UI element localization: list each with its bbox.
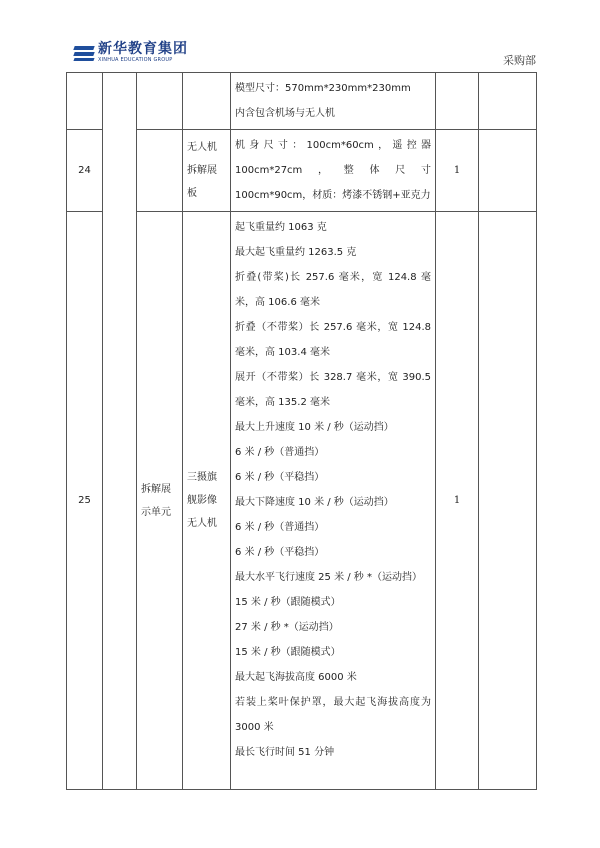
quantity-cell <box>436 73 479 130</box>
row-number-cell: 25 <box>67 212 103 790</box>
spec-line: 折叠（不带桨）长 257.6 毫米，宽 124.8 毫米，高 103.4 毫米 <box>235 322 431 358</box>
spec-line: 最长飞行时间 51 分钟 <box>235 747 335 758</box>
spec-line: 6 米 / 秒（普通挡） <box>235 522 325 533</box>
empty-cell <box>103 73 137 790</box>
spec-line: 若装上桨叶保护罩，最大起飞海拔高度为 3000 米 <box>235 697 431 733</box>
spec-line: 展开（不带桨）长 328.7 毫米，宽 390.5 毫米，高 135.2 毫米 <box>235 372 431 408</box>
quantity-cell: 1 <box>436 212 479 790</box>
row-number-cell: 24 <box>67 130 103 212</box>
logo-english-name: XINHUA EDUCATION GROUP <box>98 57 173 63</box>
item-name-cell <box>183 73 231 130</box>
category-cell <box>137 73 183 130</box>
remark-cell <box>479 73 537 130</box>
spec-line: 起飞重量约 1063 克 <box>235 222 327 233</box>
category-cell: 拆解展示单元 <box>137 212 183 790</box>
spec-cell <box>231 212 436 790</box>
spec-line: 6 米 / 秒（普通挡） <box>235 447 325 458</box>
spec-cell <box>231 73 436 130</box>
table-row <box>67 212 537 790</box>
remark-cell <box>479 130 537 212</box>
logo-chinese-name: 新华教育集团 <box>98 41 188 57</box>
company-logo <box>74 42 188 63</box>
department-label: 采购部 <box>503 54 536 67</box>
spec-line: 15 米 / 秒（跟随模式） <box>235 647 341 658</box>
quantity-cell: 1 <box>436 130 479 212</box>
category-cell <box>137 130 183 212</box>
logo-mark-icon <box>74 44 94 62</box>
spec-line: 模型尺寸：570mm*230mm*230mm <box>235 83 411 94</box>
spec-line: 最大起飞海拔高度 6000 米 <box>235 672 357 683</box>
spec-line: 折叠(带桨)长 257.6 毫米，宽 124.8 毫米，高 106.6 毫米 <box>235 272 431 308</box>
spec-cell: 机身尺寸：100cm*60cm，遥控器100cm*27cm，整体尺寸 100cm*90cm，材质：烤漆不锈钢+亚克力 <box>231 130 436 212</box>
spec-line: 15 米 / 秒（跟随模式） <box>235 597 341 608</box>
spec-line: 最大上升速度 10 米 / 秒（运动挡） <box>235 422 394 433</box>
procurement-table <box>66 72 537 790</box>
item-name-cell: 三摄旗舰影像无人机 <box>183 212 231 790</box>
table-row <box>67 73 537 130</box>
spec-line: 最大下降速度 10 米 / 秒（运动挡） <box>235 497 394 508</box>
spec-line: 最大起飞重量约 1263.5 克 <box>235 247 357 258</box>
spec-line: 6 米 / 秒（平稳挡） <box>235 472 325 483</box>
page-header <box>66 38 536 74</box>
table-row <box>67 130 537 212</box>
spec-line: 6 米 / 秒（平稳挡） <box>235 547 325 558</box>
remark-cell <box>479 212 537 790</box>
spec-line: 最大水平飞行速度 25 米 / 秒 *（运动挡） <box>235 572 422 583</box>
spec-line: 27 米 / 秒 *（运动挡） <box>235 622 339 633</box>
spec-line: 内含包含机场与无人机 <box>235 108 335 119</box>
item-name-cell: 无人机拆解展板 <box>183 130 231 212</box>
row-number-cell <box>67 73 103 130</box>
